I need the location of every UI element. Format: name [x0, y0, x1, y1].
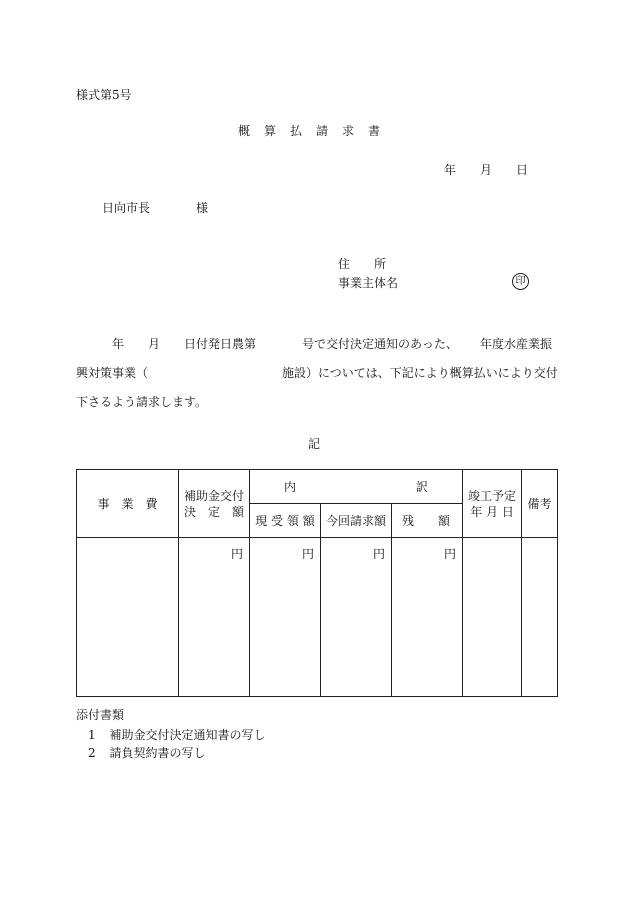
- header-received: 現 受 領 額: [250, 504, 321, 538]
- body-date-issued: 日付発日農第: [184, 337, 257, 351]
- body-request-line: 下さるよう請求します。: [76, 395, 208, 409]
- applicant-name-label: 事業主体名: [338, 276, 399, 290]
- date-year: 年: [444, 163, 457, 177]
- header-completion-date: [463, 470, 522, 538]
- header-subsidy-decision-line2: 決 定 額: [183, 504, 244, 519]
- body-facility-close: 施設）については、下記により概算払いにより交付: [282, 366, 558, 380]
- header-breakdown-left: 内: [284, 479, 297, 494]
- header-remaining: 残 額: [392, 504, 463, 538]
- cell-received-unit: 円: [250, 538, 321, 697]
- seal-icon: 印: [512, 273, 529, 290]
- header-subsidy-decision: [179, 470, 250, 538]
- cell-completion-date: [463, 538, 522, 697]
- header-breakdown-right: 訳: [415, 479, 428, 494]
- attachment-item: [88, 726, 265, 743]
- header-current-request: 今回請求額: [321, 504, 392, 538]
- address-label: 住 所: [338, 257, 387, 271]
- date-day: 日: [516, 163, 529, 177]
- attachments-title: 添付書類: [76, 708, 125, 722]
- form-number: 様式第5号: [76, 88, 132, 102]
- date-month: 月: [480, 163, 493, 177]
- body-number-suffix: 号で交付決定通知のあった、: [302, 337, 458, 351]
- cell-subsidy-unit: 円: [179, 538, 250, 697]
- cell-remarks: [522, 538, 558, 697]
- ki-heading: 記: [308, 437, 321, 451]
- body-fiscal-year: 年度水産業振: [480, 337, 553, 351]
- header-completion-line1: 竣工予定: [468, 488, 517, 503]
- attachment-number: 1: [88, 728, 96, 742]
- cell-project-cost: [77, 538, 179, 697]
- attachment-text: 請負契約書の写し: [109, 746, 206, 760]
- addressee-mayor: 日向市長: [102, 201, 151, 215]
- header-remarks: 備考: [522, 470, 558, 538]
- header-breakdown: [250, 470, 463, 504]
- addressee-honorific: 様: [196, 201, 209, 215]
- cell-current-request-unit: 円: [321, 538, 392, 697]
- attachment-number: 2: [88, 746, 96, 760]
- cell-remaining-unit: 円: [392, 538, 463, 697]
- header-completion-line2: 年 月 日: [470, 504, 514, 519]
- seal-mark: [512, 273, 529, 290]
- header-project-cost: 事 業 費: [77, 470, 179, 538]
- body-year: 年: [112, 337, 125, 351]
- request-table: [76, 469, 558, 697]
- attachment-text: 補助金交付決定通知書の写し: [109, 728, 266, 742]
- body-project-open: 興対策事業（: [76, 366, 149, 380]
- header-subsidy-decision-line1: 補助金交付: [183, 488, 244, 503]
- body-month: 月: [148, 337, 161, 351]
- attachment-item: [88, 744, 205, 761]
- document-title: 概算払請求書: [238, 124, 395, 138]
